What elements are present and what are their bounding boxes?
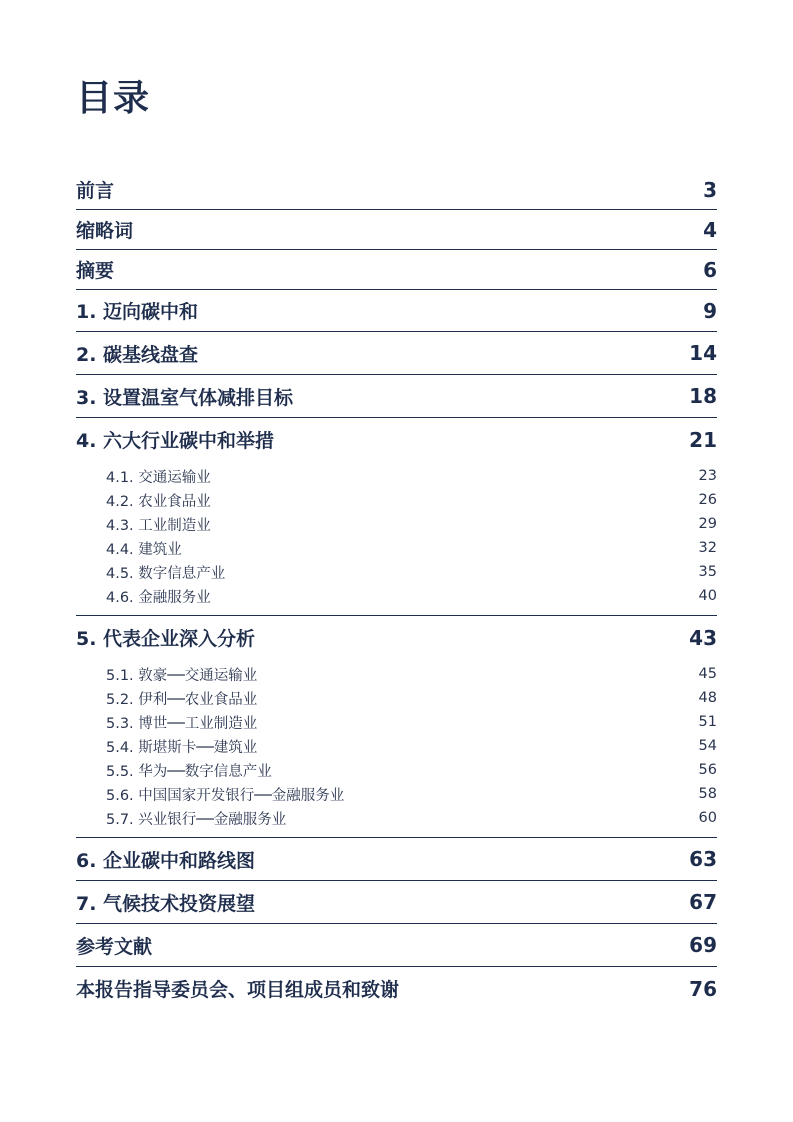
toc-entry-abbreviations[interactable] (76, 210, 717, 250)
toc-entry-chapter-6[interactable] (76, 838, 717, 881)
toc-subentry-label: 4.4. 建筑业 (106, 541, 182, 558)
toc-subentry-page: 40 (698, 588, 717, 604)
toc-subentry-page: 32 (698, 540, 717, 556)
toc-subentry-page: 26 (698, 492, 717, 508)
toc-entry-page: 6 (703, 257, 717, 282)
toc-entry-label: 参考文献 (76, 935, 153, 958)
toc-entry-page: 63 (689, 847, 717, 871)
toc-subentry[interactable] (76, 734, 717, 758)
toc-entry-label: 2. 碳基线盘查 (76, 343, 199, 366)
toc-subentry-label: 5.3. 博世──工业制造业 (106, 715, 258, 732)
toc-subentry-page: 60 (698, 810, 717, 826)
toc-entry-page: 18 (689, 384, 717, 408)
toc-subsection-list (76, 461, 717, 616)
toc-entry-page: 43 (689, 625, 717, 650)
toc-subentry-page: 23 (698, 468, 717, 484)
toc-subentry[interactable] (76, 464, 717, 488)
toc-entry-summary[interactable] (76, 250, 717, 290)
toc-entry-chapter-4[interactable] (76, 418, 717, 461)
toc-subentry[interactable] (76, 782, 717, 806)
toc-subentry-page: 35 (698, 564, 717, 580)
toc-subentry-label: 5.7. 兴业银行──金融服务业 (106, 811, 287, 828)
toc-entry-page: 4 (703, 217, 717, 242)
toc-subentry-page: 51 (698, 714, 717, 730)
toc-entry-chapter-3[interactable] (76, 375, 717, 418)
toc-subentry[interactable] (76, 806, 717, 830)
toc-subentry-label: 5.1. 敦豪──交通运输业 (106, 667, 258, 684)
toc-subentry-label: 5.5. 华为──数字信息产业 (106, 763, 272, 780)
toc-entry-preface[interactable] (76, 170, 717, 210)
toc-entry-label: 5. 代表企业深入分析 (76, 628, 256, 650)
toc-entry-label: 缩略词 (76, 220, 134, 242)
toc-entry-label: 6. 企业碳中和路线图 (76, 849, 256, 872)
toc-entry-page: 67 (689, 890, 717, 914)
toc-entry-references[interactable] (76, 924, 717, 967)
toc-entry-label: 本报告指导委员会、项目组成员和致谢 (76, 979, 400, 1001)
toc-subentry-label: 5.4. 斯堪斯卡──建筑业 (106, 739, 258, 756)
toc-subentry-label: 4.2. 农业食品业 (106, 493, 211, 510)
toc-subentry-page: 48 (698, 690, 717, 706)
toc-subentry-label: 4.3. 工业制造业 (106, 517, 211, 534)
toc-entry-chapter-1[interactable] (76, 290, 717, 332)
toc-subentry-page: 56 (698, 762, 717, 778)
page-title: 目录 (76, 78, 151, 119)
toc-entry-page: 69 (689, 933, 717, 957)
toc-subentry[interactable] (76, 710, 717, 734)
toc-entry-page: 14 (689, 341, 717, 365)
toc-subsection-list (76, 659, 717, 838)
toc-subentry[interactable] (76, 536, 717, 560)
toc-subentry-label: 4.6. 金融服务业 (106, 589, 211, 606)
toc-entry-page: 9 (703, 298, 717, 323)
toc-subentry[interactable] (76, 512, 717, 536)
toc-subentry-page: 54 (698, 738, 717, 754)
toc-subentry-label: 4.5. 数字信息产业 (106, 565, 226, 582)
toc-entry-page: 76 (689, 976, 717, 1001)
toc-subentry[interactable] (76, 662, 717, 686)
toc-entry-acknowledgements[interactable] (76, 967, 717, 1010)
toc-subentry-page: 45 (698, 666, 717, 682)
toc-subentry[interactable] (76, 584, 717, 608)
toc-subentry[interactable] (76, 488, 717, 512)
toc-entry-chapter-5[interactable] (76, 616, 717, 659)
toc-subentry-page: 58 (698, 786, 717, 802)
toc-entry-chapter-2[interactable] (76, 332, 717, 375)
toc-subentry-label: 5.6. 中国国家开发银行──金融服务业 (106, 787, 345, 804)
toc-subentry[interactable] (76, 686, 717, 710)
toc-entry-chapter-7[interactable] (76, 881, 717, 924)
toc-entry-label: 前言 (76, 180, 115, 202)
toc-entry-page: 21 (689, 427, 717, 452)
toc-subentry[interactable] (76, 758, 717, 782)
toc-entry-label: 摘要 (76, 260, 115, 282)
table-of-contents (76, 170, 717, 1010)
toc-entry-page: 3 (703, 177, 717, 202)
toc-subentry-label: 4.1. 交通运输业 (106, 469, 211, 486)
toc-subentry[interactable] (76, 560, 717, 584)
toc-entry-label: 4. 六大行业碳中和举措 (76, 430, 275, 452)
toc-subentry-label: 5.2. 伊利──农业食品业 (106, 691, 258, 708)
toc-entry-label: 7. 气候技术投资展望 (76, 892, 256, 915)
toc-subentry-page: 29 (698, 516, 717, 532)
toc-entry-label: 3. 设置温室气体减排目标 (76, 386, 294, 409)
toc-entry-label: 1. 迈向碳中和 (76, 301, 199, 323)
